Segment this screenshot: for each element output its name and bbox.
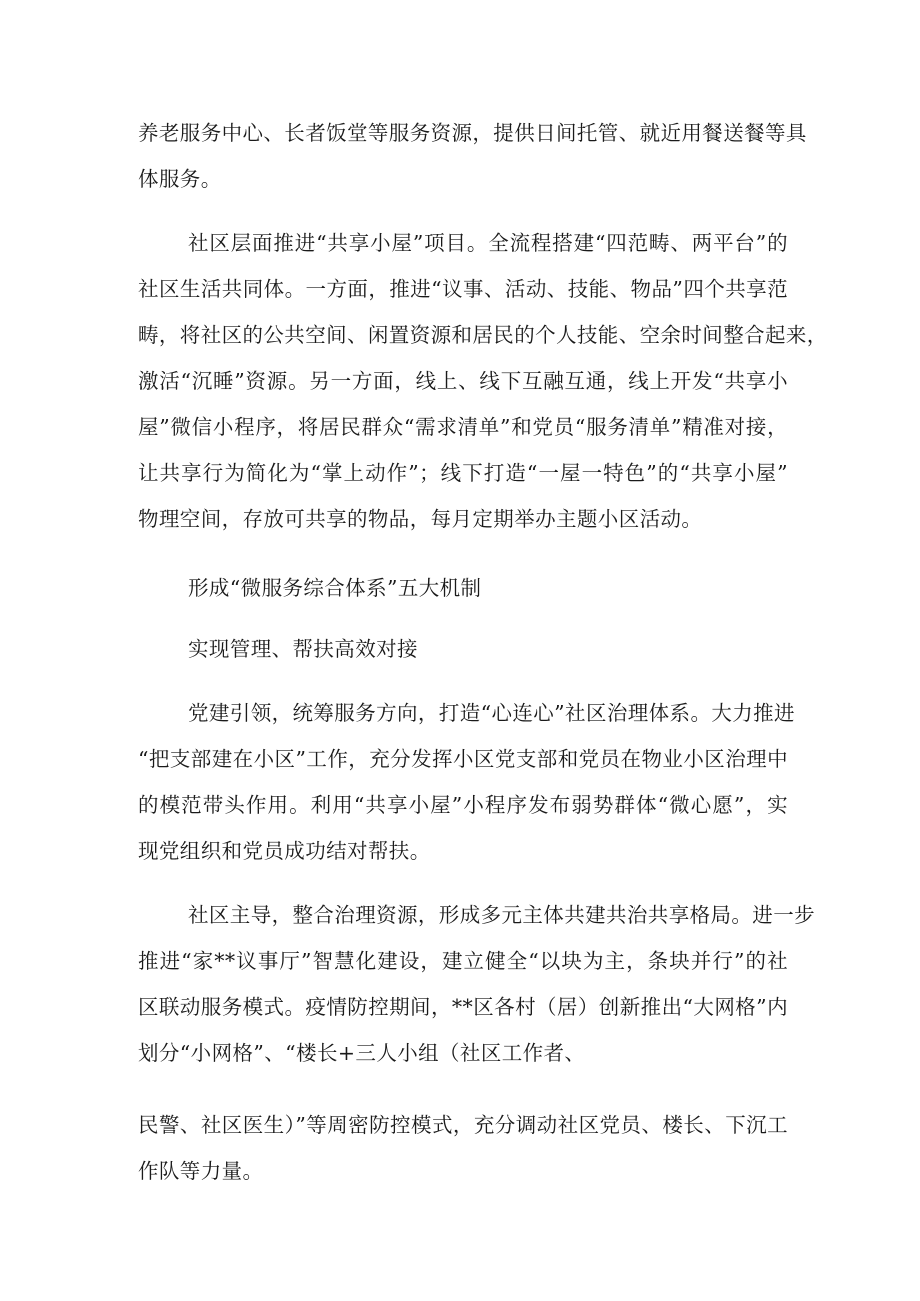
text-line: 畴，将社区的公共空间、闲置资源和居民的个人技能、空余时间整合起来， — [138, 323, 828, 347]
text-line: 让共享行为简化为“掌上动作”；线下打造“一屋一特色”的“共享小屋” — [138, 461, 788, 485]
text-line: 物理空间，存放可共享的物品，每月定期举办主题小区活动。 — [138, 507, 703, 531]
text-line: 社区主导，整合治理资源，形成多元主体共建共治共享格局。进一步 — [188, 903, 815, 927]
text-line: 区联动服务模式。疫情防控期间，**区各村（居）创新推出“大网格”内 — [138, 995, 788, 1019]
section-subheading: 实现管理、帮扶高效对接 — [188, 637, 418, 661]
text-line: 民警、社区医生）”等周密防控模式，充分调动社区党员、楼长、下沉工 — [138, 1113, 788, 1137]
text-line: 体服务。 — [138, 167, 222, 191]
text-line: 作队等力量。 — [138, 1159, 264, 1183]
text-line: 社区层面推进“共享小屋”项目。全流程搭建“四范畴、两平台”的 — [188, 231, 788, 255]
text-line: 激活“沉睡”资源。另一方面，线上、线下互融互通，线上开发“共享小 — [138, 369, 788, 393]
text-line: 划分“小网格”、“楼长+三人小组（社区工作者、 — [138, 1041, 586, 1065]
text-line: 屋”微信小程序，将居民群众“需求清单”和党员“服务清单”精准对接， — [138, 415, 788, 439]
text-line: “把支部建在小区”工作，充分发挥小区党支部和党员在物业小区治理中 — [138, 747, 788, 771]
text-line: 社区生活共同体。一方面，推进“议事、活动、技能、物品”四个共享范 — [138, 277, 788, 301]
text-line: 推进“家**议事厅”智慧化建设，建立健全“以块为主，条块并行”的社 — [138, 949, 788, 973]
text-line: 的模范带头作用。利用“共享小屋”小程序发布弱势群体“微心愿”，实 — [138, 793, 788, 817]
text-line: 养老服务中心、长者饭堂等服务资源，提供日间托管、就近用餐送餐等具 — [138, 121, 807, 145]
text-line: 现党组织和党员成功结对帮扶。 — [138, 839, 431, 863]
text-line: 党建引领，统筹服务方向，打造“心连心”社区治理体系。大力推进 — [188, 701, 795, 725]
section-heading: 形成“微服务综合体系”五大机制 — [188, 576, 482, 600]
